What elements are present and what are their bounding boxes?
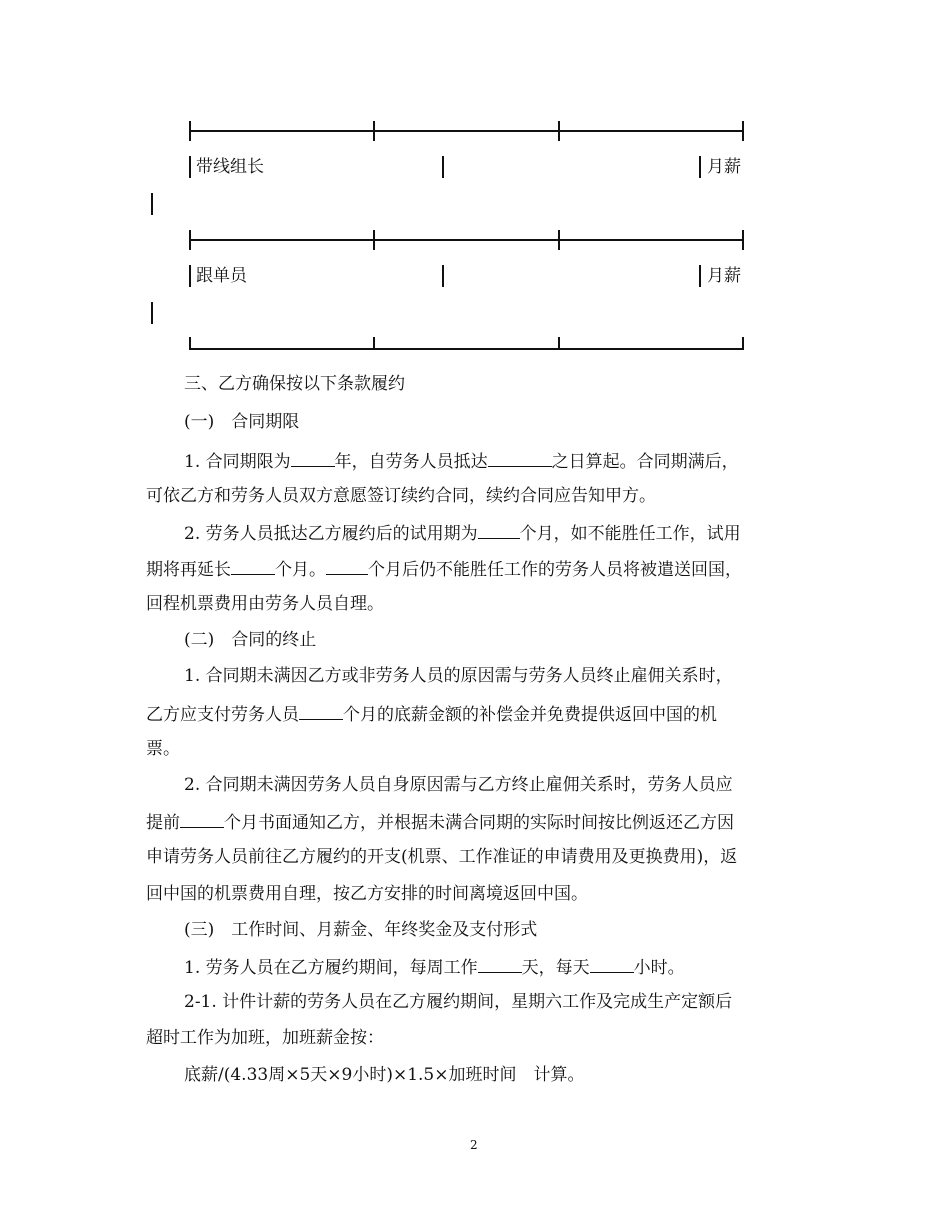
table-cell-border (189, 265, 191, 287)
formula-line: 底薪/(4.33周×5天×9小时)×1.5×加班时间 计算。 (184, 1065, 585, 1085)
paragraph-line: 可依乙方和劳务人员双方意愿签订续约合同，续约合同应告知甲方。 (146, 486, 656, 506)
table-cell-border (699, 156, 701, 178)
table-cell-border (189, 156, 191, 178)
table-cell-pay: 月薪 (707, 157, 741, 177)
paragraph-line: 1. 合同期限为 年，自劳务人员抵达 之日算起。合同期满后， (184, 452, 739, 472)
paragraph-line: 2. 合同期未满因劳务人员自身原因需与乙方终止雇佣关系时，劳务人员应 (184, 775, 733, 795)
table-cell-border (699, 265, 701, 287)
subsection-heading: (二) 合同的终止 (184, 630, 317, 650)
table-cell-border (151, 193, 153, 215)
subsection-heading: (一) 合同期限 (184, 412, 300, 432)
table-cell-border (442, 156, 444, 178)
paragraph-line: 期将再延长 个月。 个月后仍不能胜任工作的劳务人员将被遣送回国， (146, 560, 742, 580)
table-cell-border (151, 302, 153, 324)
section-heading: 三、乙方确保按以下条款履约 (184, 374, 405, 394)
paragraph-line: 乙方应支付劳务人员 个月的底薪金额的补偿金并免费提供返回中国的机 (146, 705, 717, 725)
paragraph-line: 1. 劳务人员在乙方履约期间，每周工作 天，每天 小时。 (184, 958, 685, 978)
paragraph-line: 票。 (146, 739, 180, 759)
paragraph-line: 申请劳务人员前往乙方履约的开支(机票、工作准证的申请费用及更换费用)，返 (146, 847, 738, 867)
paragraph-line: 1. 合同期未满因乙方或非劳务人员的原因需与劳务人员终止雇佣关系时， (184, 666, 733, 686)
page-number: 2 (470, 1138, 478, 1152)
table-cell-border (442, 265, 444, 287)
table-cell-role: 带线组长 (196, 157, 264, 177)
paragraph-line: 2-1. 计件计薪的劳务人员在乙方履约期间，星期六工作及完成生产定额后 (184, 992, 733, 1012)
paragraph-line: 回程机票费用由劳务人员自理。 (146, 594, 384, 614)
paragraph-line: 提前 个月书面通知乙方，并根据未满合同期的实际时间按比例返还乙方因 (146, 813, 734, 833)
subsection-heading: (三) 工作时间、月薪金、年终奖金及支付形式 (184, 920, 538, 940)
table-cell-role: 跟单员 (196, 266, 247, 286)
table-cell-pay: 月薪 (707, 266, 741, 286)
paragraph-line: 超时工作为加班，加班薪金按： (146, 1028, 384, 1048)
paragraph-line: 回中国的机票费用自理，按乙方安排的时间离境返回中国。 (146, 884, 588, 904)
paragraph-line: 2. 劳务人员抵达乙方履约后的试用期为 个月，如不能胜任工作，试用 (184, 524, 741, 544)
